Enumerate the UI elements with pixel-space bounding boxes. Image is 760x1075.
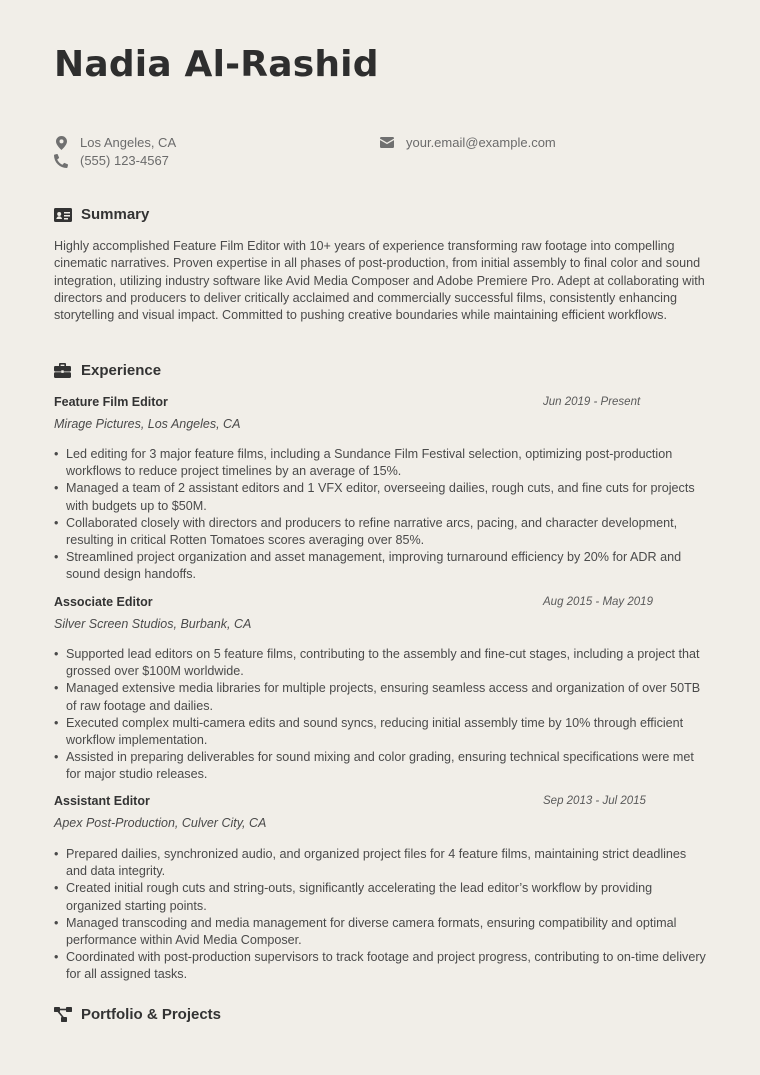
id-card-icon	[54, 207, 72, 223]
job-bullets	[54, 846, 709, 984]
envelope-icon	[380, 136, 394, 150]
portfolio-heading	[54, 1006, 221, 1023]
job-dates: Sep 2013 - Jul 2015	[543, 795, 646, 807]
bullet-item: • Created initial rough cuts and string-outs, significantly accelerating the lead editor’s workflow by providing organized starting points.	[54, 880, 709, 914]
job-title: Assistant Editor	[54, 794, 150, 808]
job-company: Apex Post-Production, Culver City, CA	[54, 816, 267, 830]
contact-email	[380, 135, 556, 150]
phone-text[interactable]: (555) 123-4567	[80, 153, 169, 168]
bullet-item: • Executed complex multi-camera edits and sound syncs, reducing initial assembly time by 10% through efficient workflow implementation.	[54, 715, 709, 749]
briefcase-icon	[54, 363, 72, 379]
bullet-item: • Supported lead editors on 5 feature films, contributing to the assembly and fine-cut stages, including a project that grossed over $100M worldwide.	[54, 646, 709, 680]
job-title: Feature Film Editor	[54, 395, 168, 409]
candidate-name: Nadia Al-Rashid	[54, 44, 379, 85]
experience-title: Experience	[81, 362, 162, 379]
job-title: Associate Editor	[54, 595, 153, 609]
portfolio-title: Portfolio & Projects	[81, 1006, 222, 1023]
location-text: Los Angeles, CA	[80, 135, 177, 150]
map-pin-icon	[54, 136, 68, 150]
email-text[interactable]: your.email@example.com	[406, 135, 556, 150]
bullet-item: • Led editing for 3 major feature films, including a Sundance Film Festival selection, optimizing post-production workflows to reduce project timelines by an average of 15%.	[54, 446, 709, 480]
bullet-item: • Managed a team of 2 assistant editors and 1 VFX editor, overseeing dailies, rough cuts, and fine cuts for projects with budgets up to $50M.	[54, 480, 709, 514]
phone-icon	[54, 154, 68, 168]
project-diagram-icon	[54, 1007, 72, 1023]
bullet-item: • Assisted in preparing deliverables for sound mixing and color grading, ensuring technical specifications were met for major studio releases.	[54, 749, 709, 783]
job-company: Mirage Pictures, Los Angeles, CA	[54, 417, 241, 431]
summary-heading	[54, 206, 149, 223]
bullet-item: • Streamlined project organization and asset management, improving turnaround efficiency by 20% for ADR and sound design handoffs.	[54, 549, 709, 583]
contact-phone	[54, 153, 169, 168]
job-dates: Jun 2019 - Present	[543, 396, 641, 408]
summary-title: Summary	[81, 206, 150, 223]
bullet-item: • Coordinated with post-production supervisors to track footage and project progress, contributing to on-time delivery for all assigned tasks.	[54, 949, 709, 983]
contact-location	[54, 135, 176, 150]
job-bullets	[54, 646, 709, 784]
job-bullets	[54, 446, 709, 584]
summary-text: Highly accomplished Feature Film Editor with 10+ years of experience transforming raw footage into compelling cinematic narratives. Proven expertise in all phases of post-production, from initial assembly to final color and sound integration, utilizing industry software like Avid Media Composer and Adobe Premiere Pro. Adept at collaborating with directors and producers to deliver critically acclaimed and commercially successful films, consistently enhancing storytelling and visual impact. Committed to pushing creative boundaries while maintaining efficient workflows.	[54, 239, 705, 323]
experience-heading	[54, 362, 161, 379]
job-dates: Aug 2015 - May 2019	[543, 596, 653, 608]
bullet-item: • Prepared dailies, synchronized audio, and organized project files for 4 feature films, maintaining strict deadlines and data integrity.	[54, 846, 709, 880]
bullet-item: • Managed transcoding and media management for diverse camera formats, ensuring compatibility and optimal performance within Avid Media Composer.	[54, 915, 709, 949]
job-company: Silver Screen Studios, Burbank, CA	[54, 617, 252, 631]
bullet-item: • Collaborated closely with directors and producers to refine narrative arcs, pacing, and character development, resulting in critical Rotten Tomatoes scores averaging over 85%.	[54, 515, 709, 549]
bullet-item: • Managed extensive media libraries for multiple projects, ensuring seamless access and organization of over 50TB of raw footage and dailies.	[54, 680, 709, 714]
